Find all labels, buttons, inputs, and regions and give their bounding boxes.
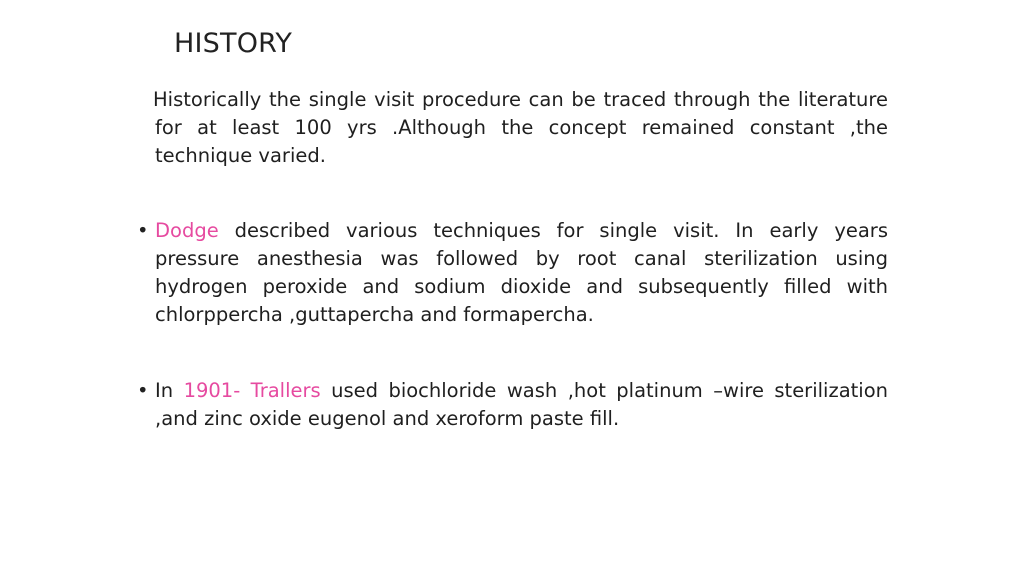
bullet-item-trallers [137, 377, 888, 433]
slide-title: HISTORY [174, 28, 293, 59]
highlight-trallers: 1901- Trallers [183, 379, 321, 402]
bullet-text: used biochloride wash ,hot platinum –wire sterilization ,and zinc oxide eugenol and xeroform paste fill. [155, 379, 888, 430]
intro-paragraph: Historically the single visit procedure can be traced through the literature for at least 100 yrs .Although the concept remained constant ,the technique varied. [153, 88, 888, 167]
bullet-marker: • [137, 379, 149, 402]
slide-body [137, 86, 888, 433]
bullet-text: described various techniques for single visit. In early years pressure anesthesia was followed by root canal sterilization using hydrogen peroxide and sodium dioxide and subsequently filled with chlorppercha ,guttapercha and formapercha. [155, 219, 888, 326]
bullet-item-dodge [137, 217, 888, 329]
bullet-marker: • [137, 219, 149, 242]
highlight-dodge: Dodge [155, 219, 219, 242]
bullet-prefix: In [155, 379, 184, 402]
